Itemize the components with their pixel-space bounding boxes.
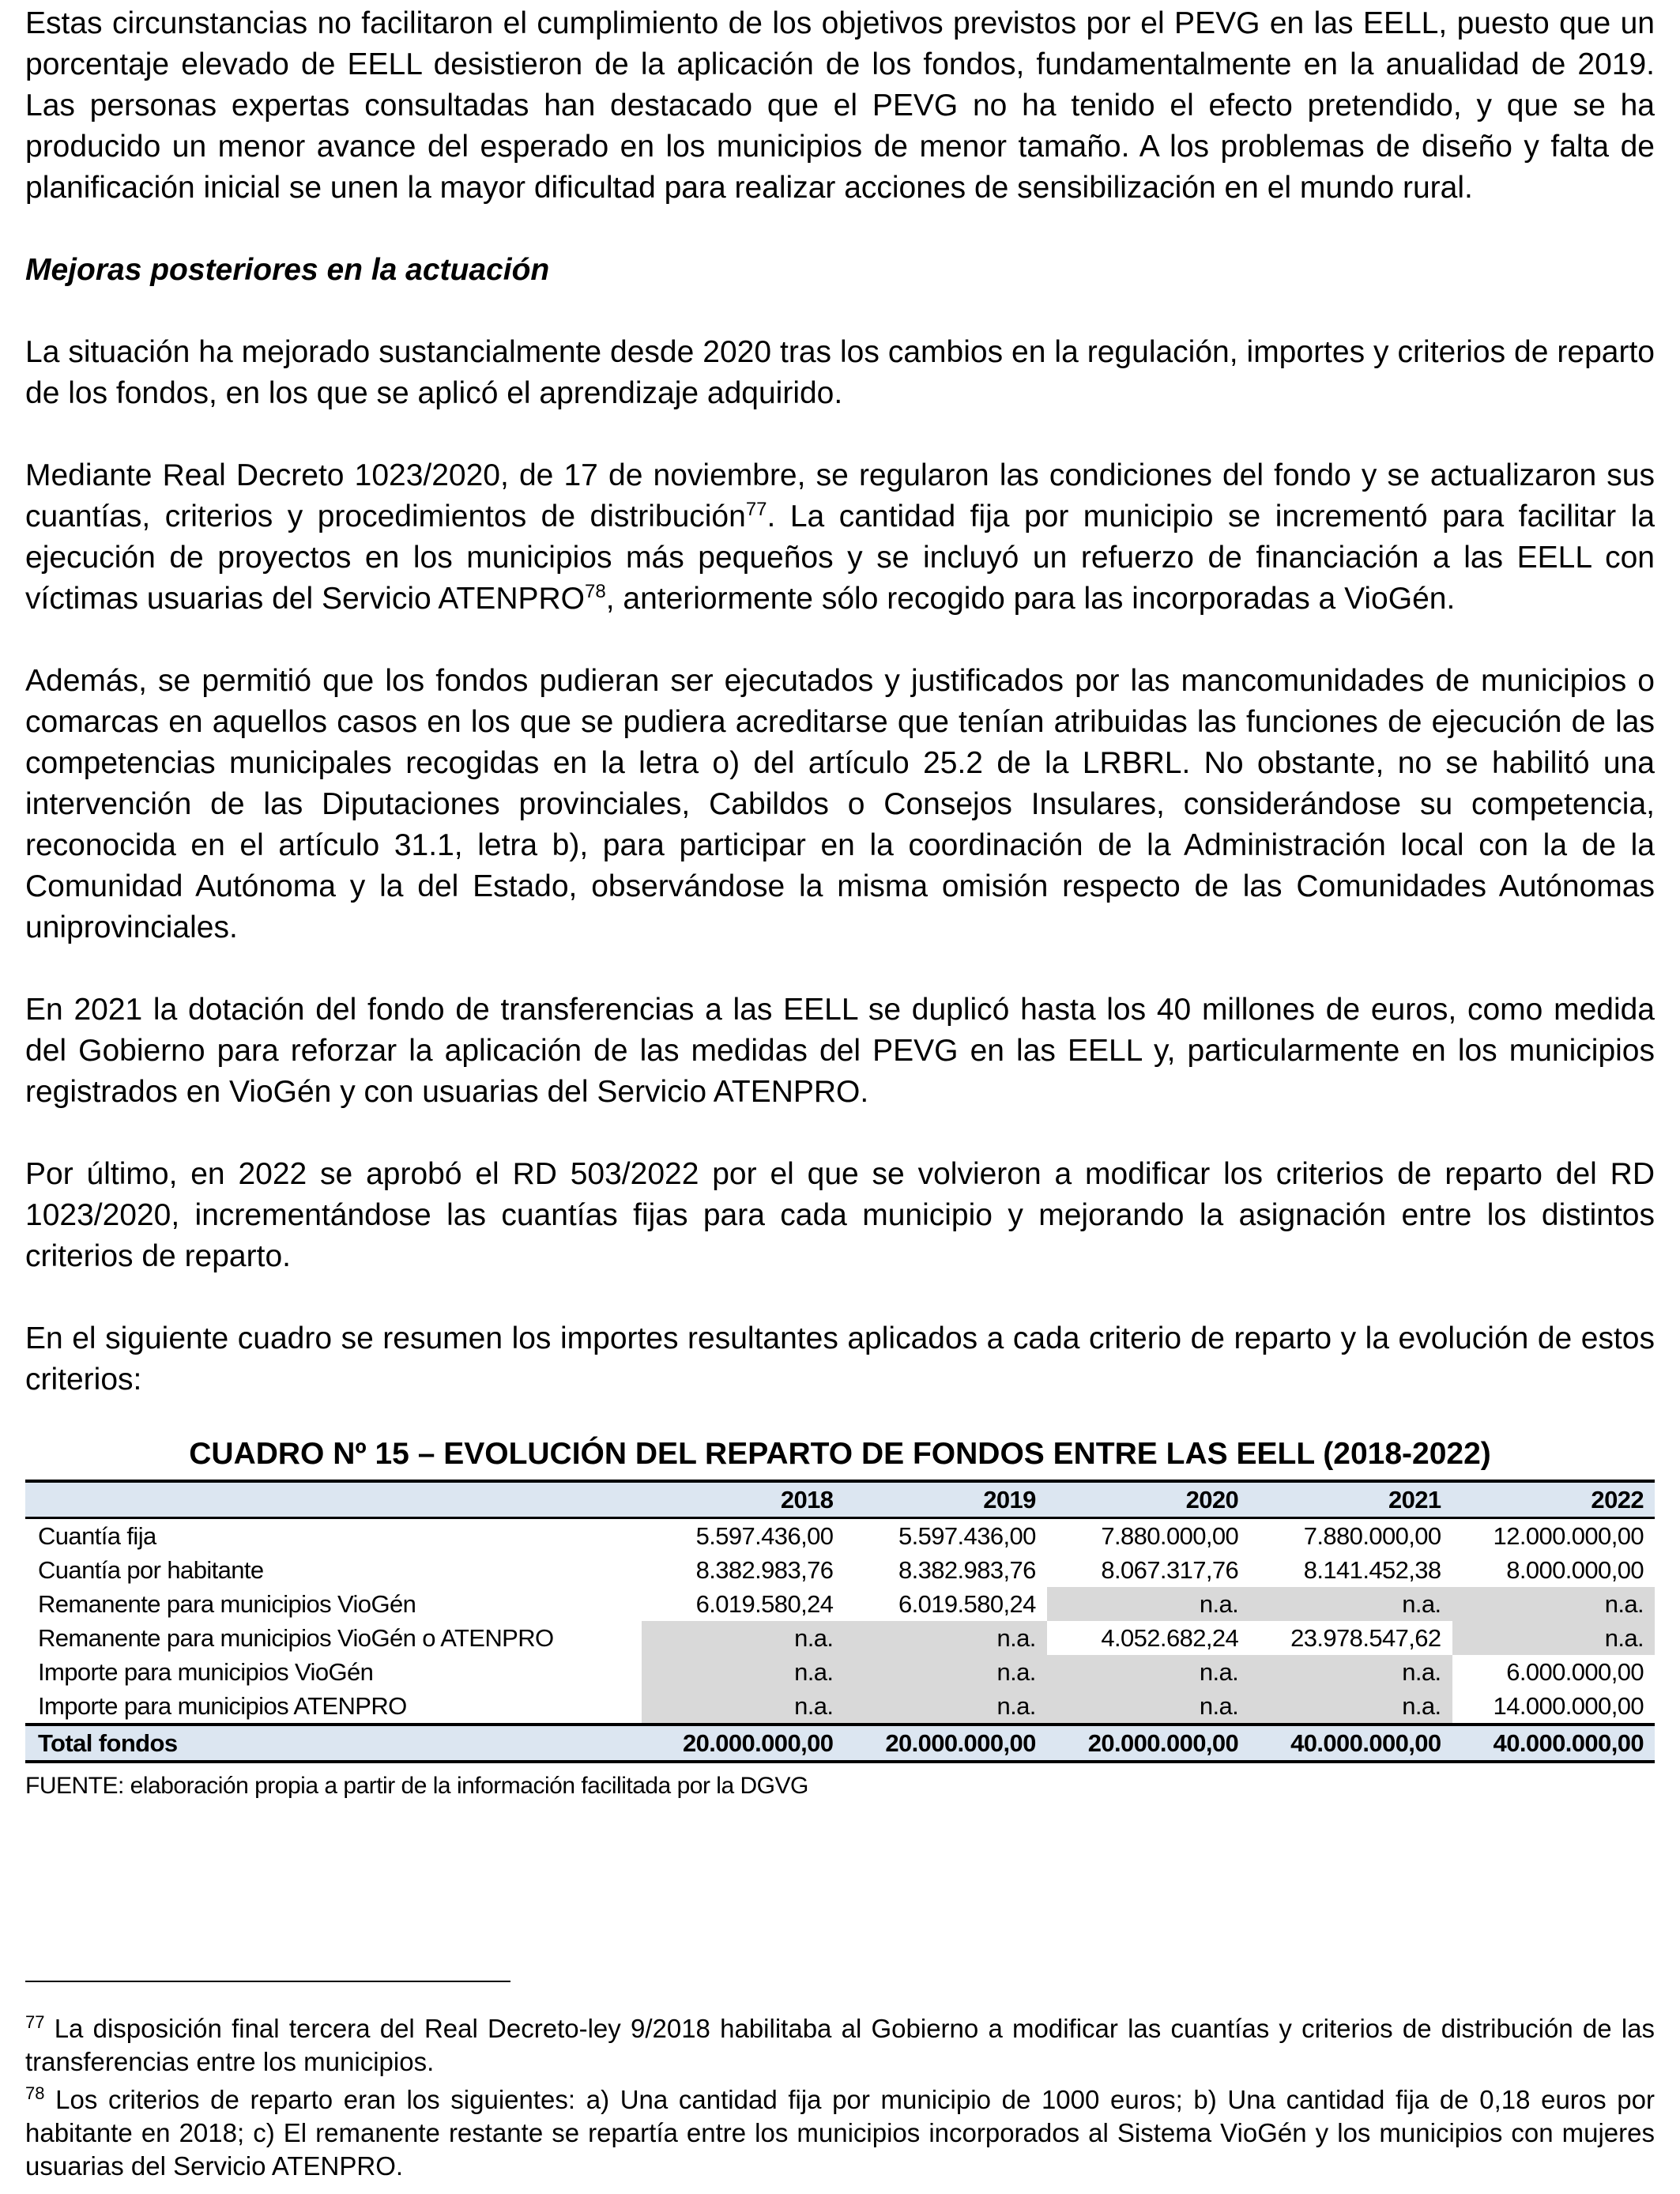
value-cell: 23.978.547,62: [1290, 1624, 1441, 1652]
value-cell: 8.382.983,76: [695, 1556, 834, 1584]
value-cell: 20.000.000,00: [642, 1725, 844, 1762]
value-cell: n.a.: [1249, 1587, 1452, 1621]
value-cell: 4.052.682,24: [1101, 1624, 1239, 1652]
text: Mediante Real Decreto 1023/2020, de 17 de noviembre, se regularon las condiciones del fondo y se actualizaron sus cuantías, criterios y procedimientos de distribución: [25, 458, 1655, 533]
footnote-ref[interactable]: 78: [585, 581, 606, 602]
value-cell: 7.880.000,00: [1303, 1522, 1441, 1550]
footnote-ref[interactable]: 77: [745, 499, 767, 520]
table-row: [25, 1689, 1655, 1725]
value-cell: n.a.: [1047, 1655, 1249, 1689]
row-label: Remanente para municipios VioGén: [38, 1590, 416, 1618]
value-cell: 40.000.000,00: [1249, 1725, 1452, 1762]
row-label: Importe para municipios VioGén: [38, 1658, 374, 1686]
row-label: Importe para municipios ATENPRO: [38, 1692, 407, 1720]
row-label: Remanente para municipios VioGén o ATENPRO: [38, 1624, 554, 1652]
value-cell: 12.000.000,00: [1493, 1522, 1644, 1550]
paragraph: En el siguiente cuadro se resumen los importes resultantes aplicados a cada criterio de reparto y la evolución de estos criterios:: [25, 1321, 1655, 1397]
header-cell: 2019: [844, 1481, 1046, 1518]
value-cell: n.a.: [844, 1689, 1046, 1725]
value-cell: 6.000.000,00: [1506, 1658, 1644, 1686]
value-cell: 8.382.983,76: [898, 1556, 1036, 1584]
value-cell: 5.597.436,00: [898, 1522, 1036, 1550]
header-cell: [25, 1481, 642, 1518]
text: . La cantidad fija por municipio se incrementó para facilitar la ejecución de proyectos en los municipios más pequeños y se incluyó un refuerzo de financiación a las EELL con víctimas usuarias del Servicio ATENPRO: [25, 499, 1656, 616]
header-cell: 2018: [642, 1481, 844, 1518]
footnote-text: La disposición final tercera del Real Decreto-ley 9/2018 habilitaba al Gobierno a modificar las cuantías y criterios de distribución de las transferencias entre los municipios.: [25, 2014, 1655, 2076]
value-cell: 20.000.000,00: [1047, 1725, 1249, 1762]
paragraph: En 2021 la dotación del fondo de transferencias a las EELL se duplicó hasta los 40 millones de euros, como medida del Gobierno para reforzar la aplicación de las medidas del PEVG en las EELL y, particularmente en los municipios registrados en VioGén y con usuarias del Servicio ATENPRO.: [25, 993, 1655, 1109]
paragraph: [25, 455, 1655, 620]
value-cell: 6.019.580,24: [898, 1590, 1036, 1618]
value-cell: n.a.: [1249, 1655, 1452, 1689]
table-header-row: [25, 1481, 1655, 1518]
text: , anteriormente sólo recogido para las incorporadas a VioGén.: [605, 582, 1456, 616]
value-cell: 20.000.000,00: [844, 1725, 1046, 1762]
paragraph: Estas circunstancias no facilitaron el cumplimiento de los objetivos previstos por el PEVG en las EELL, puesto que un porcentaje elevado de EELL desistieron de la aplicación de los fondos, fundamentalmente en la anualidad de 2019. Las personas expertas consultadas han destacado que el PEVG no ha tenido el efecto pretendido, y que se ha producido un menor avance del esperado en los municipios de menor tamaño. A los problemas de diseño y falta de planificación inicial se unen la mayor dificultad para realizar acciones de sensibilización en el mundo rural.: [25, 6, 1655, 205]
value-cell: n.a.: [1047, 1689, 1249, 1725]
value-cell: n.a.: [1452, 1621, 1655, 1655]
table-row: [25, 1587, 1655, 1621]
table-title: CUADRO Nº 15 – EVOLUCIÓN DEL REPARTO DE FONDOS ENTRE LAS EELL (2018-2022): [189, 1437, 1491, 1471]
row-label: Total fondos: [25, 1725, 642, 1762]
value-cell: n.a.: [642, 1689, 844, 1725]
header-cell: 2022: [1452, 1481, 1655, 1518]
row-label: Cuantía por habitante: [38, 1556, 264, 1584]
funds-table: [25, 1480, 1655, 1763]
paragraph: Por último, en 2022 se aprobó el RD 503/2022 por el que se volvieron a modificar los criterios de reparto del RD 1023/2020, incrementándose las cuantías fijas para cada municipio y mejorando la asignación entre los distintos criterios de reparto.: [25, 1157, 1655, 1273]
value-cell: n.a.: [1249, 1689, 1452, 1725]
value-cell: n.a.: [844, 1621, 1046, 1655]
value-cell: n.a.: [1047, 1587, 1249, 1621]
table-row: [25, 1621, 1655, 1655]
footnote: [25, 2083, 1655, 2183]
header-cell: 2020: [1047, 1481, 1249, 1518]
value-cell: 7.880.000,00: [1101, 1522, 1239, 1550]
footnote: [25, 2012, 1655, 2079]
footnote-number: 77: [25, 2012, 45, 2032]
value-cell: 14.000.000,00: [1493, 1692, 1644, 1720]
section-heading: Mejoras posteriores en la actuación: [25, 253, 550, 287]
table-source: FUENTE: elaboración propia a partir de la información facilitada por la DGVG: [25, 1773, 808, 1799]
header-cell: 2021: [1249, 1481, 1452, 1518]
value-cell: 8.000.000,00: [1506, 1556, 1644, 1584]
table-row: [25, 1655, 1655, 1689]
footnote-text: Los criterios de reparto eran los siguientes: a) Una cantidad fija por municipio de 1000 euros; b) Una cantidad fija de 0,18 euros por habitante en 2018; c) El remanente restante se repartía entre los municipios incorporados al Sistema VioGén y los municipios con mujeres usuarias del Servicio ATENPRO.: [25, 2085, 1655, 2181]
value-cell: 40.000.000,00: [1452, 1725, 1655, 1762]
value-cell: n.a.: [844, 1655, 1046, 1689]
value-cell: n.a.: [1452, 1587, 1655, 1621]
footnote-number: 78: [25, 2083, 45, 2103]
table-total-row: [25, 1725, 1655, 1762]
value-cell: n.a.: [642, 1655, 844, 1689]
row-label: Cuantía fija: [38, 1522, 156, 1550]
paragraph: Además, se permitió que los fondos pudieran ser ejecutados y justificados por las mancomunidades de municipios o comarcas en aquellos casos en los que se pudiera acreditarse que tenían atribuidas las funciones de ejecución de las competencias municipales recogidas en la letra o) del artículo 25.2 de la LRBRL. No obstante, no se habilitó una intervención de las Diputaciones provinciales, Cabildos o Consejos Insulares, considerándose su competencia, reconocida en el artículo 31.1, letra b), para participar en la coordinación de la Administración local con la de la Comunidad Autónoma y la del Estado, observándose la misma omisión respecto de las Comunidades Autónomas uniprovinciales.: [25, 664, 1655, 944]
value-cell: 5.597.436,00: [695, 1522, 834, 1550]
value-cell: 6.019.580,24: [695, 1590, 834, 1618]
document-body: [25, 3, 1655, 1800]
value-cell: 8.141.452,38: [1303, 1556, 1441, 1584]
footnote-separator: [25, 1981, 510, 1982]
value-cell: n.a.: [642, 1621, 844, 1655]
paragraph: La situación ha mejorado sustancialmente desde 2020 tras los cambios en la regulación, importes y criterios de reparto de los fondos, en los que se aplicó el aprendizaje adquirido.: [25, 335, 1655, 410]
value-cell: 8.067.317,76: [1101, 1556, 1239, 1584]
table-row: [25, 1518, 1655, 1554]
table-row: [25, 1553, 1655, 1587]
